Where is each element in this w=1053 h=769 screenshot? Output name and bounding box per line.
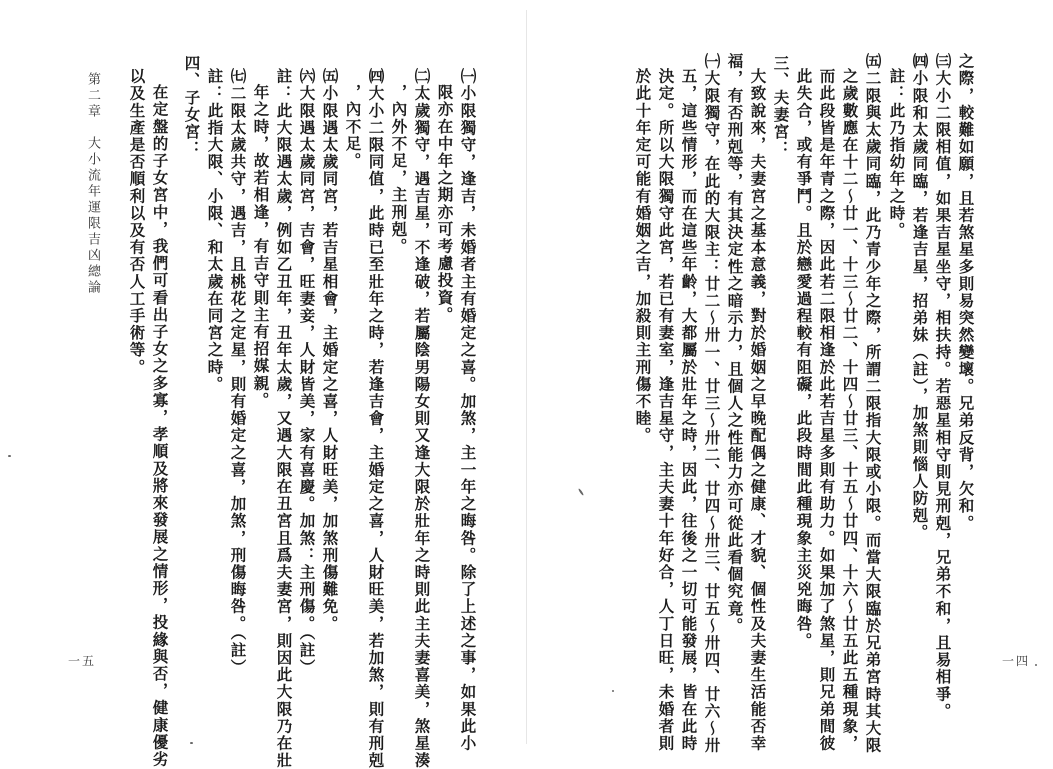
section-heading: 三、夫妻宮： <box>771 55 791 158</box>
text-column: 之歲數應在十二～廿一、十三～廿二、十四～廿三、十五～廿四、十六～廿五此五種現象， <box>840 68 860 752</box>
scan-speck <box>190 742 193 744</box>
scan-speck <box>1035 664 1037 666</box>
scan-speck <box>612 690 614 692</box>
running-head: 第二章 大小流年運限吉凶總論 <box>85 72 100 296</box>
note-column: 註：此指大限、小限、和太歲在同宮之時。 <box>205 68 225 393</box>
text-column: ㈣小限和太歲同臨，若逢吉星，招弟妹（註），加煞則惱人防剋。 <box>910 53 930 542</box>
text-column: ㈣大小二限同值，此時已至壯年之時，若逢吉會，主婚定之喜，人財旺美，若加煞，則有刑剋 <box>366 68 386 769</box>
text-column: 於此十年定可能有婚姻之吉，加殺則主刑傷不睦。 <box>633 68 653 445</box>
text-column: 五，這些情形，而在這些年齡，大都屬於壯年之時，因此，往後之一切可能發展，皆在此時 <box>679 68 699 752</box>
text-column: ㈠大限獨守，在此的大限主：廿二～卅一、廿三～卅二、廿四～卅三、廿五～卅四、廿六～卅 <box>702 53 722 755</box>
right-page <box>527 0 1053 754</box>
text-column: ㈡太歲獨守，遇吉星，不逢破，若屬陰男陽女則又逢大限於壯年之時則此主夫妻喜美，煞星湊 <box>412 68 432 769</box>
text-column: 在定盤的子女宮中，我們可看出子女之多寡，孝順及將來發展之情形，投緣與否，健康優劣 <box>150 84 170 768</box>
text-column: 福，有否刑剋等，有其決定性之暗示力，且個人之性能力亦可從此看個究竟。 <box>725 53 745 635</box>
section-heading: 四、子女宮： <box>182 55 202 158</box>
text-column: ㈤二限與太歲同臨，此乃青少年之際，所謂二限指大限或小限。而當大限臨於兄弟宮時其大限 <box>863 53 883 755</box>
text-column: ，內外不足，主刑剋。 <box>389 84 409 255</box>
note-column: 註：此大限遇太歲，例如乙丑年，丑年太歲，又遇大限在丑宮且爲夫妻宮，則因此大限乃在壯 <box>274 68 294 769</box>
text-column: 此失合，或有爭鬥。且於戀愛過程較有阻礙，此段時間此種現象主災兇晦咎。 <box>794 68 814 650</box>
text-column: 決定。所以大限獨守此宮，若已有妻室，逢吉星守，主夫妻十年好合，人丁日旺，未婚者則 <box>656 68 676 752</box>
text-column: ㈤小限遇太歲同宮，若吉星相會，主婚定之喜，人財旺美，加煞刑傷難免。 <box>320 68 340 633</box>
text-column: ㈢大小二限相值，如果吉星坐守，相扶持。若惡星相守則見刑剋，兄弟不和，且易相爭。 <box>933 53 953 720</box>
text-column: ，內不足。 <box>343 84 363 170</box>
page-number: 一五 <box>68 654 97 668</box>
text-column: ㈥大限遇太歲同宮，吉會，旺妻妾，人財皆美，家有喜慶。加煞：主刑傷。（註） <box>297 68 317 676</box>
text-column: 年之時，故若相逢，有吉守則主有招媒親。 <box>251 84 271 409</box>
text-column: 限亦在中年之期亦可考慮投資。 <box>435 84 455 324</box>
text-column: 而此段皆是年青之際，因此若二限相逢於此若吉星多則有助力。如果加了煞星，則兄弟間彼 <box>817 68 837 752</box>
text-column: 以及生產是否順利以及有否人工手術等。 <box>127 68 147 376</box>
text-column: 之際，較難如願，且若煞星多則易突然變壞。兄弟反背，欠和。 <box>956 53 976 532</box>
text-column: 大致說來，夫妻宮之基本意義，對於婚姻之早晚配偶之健康、才貌、個性及夫妻生活能否幸 <box>748 68 768 752</box>
text-column: ㈠小限獨守，逢吉，未婚者主有婚定之喜。加煞，主一年之晦咎。除了上述之事，如果此小 <box>458 68 478 752</box>
text-column: 註：此乃指幼年之時。 <box>887 68 907 239</box>
page-number: 一四 <box>1002 654 1031 668</box>
scan-speck <box>8 455 11 457</box>
text-column: ㈦二限太歲共守，遇吉，且桃花之定星，則有婚定之喜，加煞，刑傷晦咎。（註） <box>228 68 248 676</box>
